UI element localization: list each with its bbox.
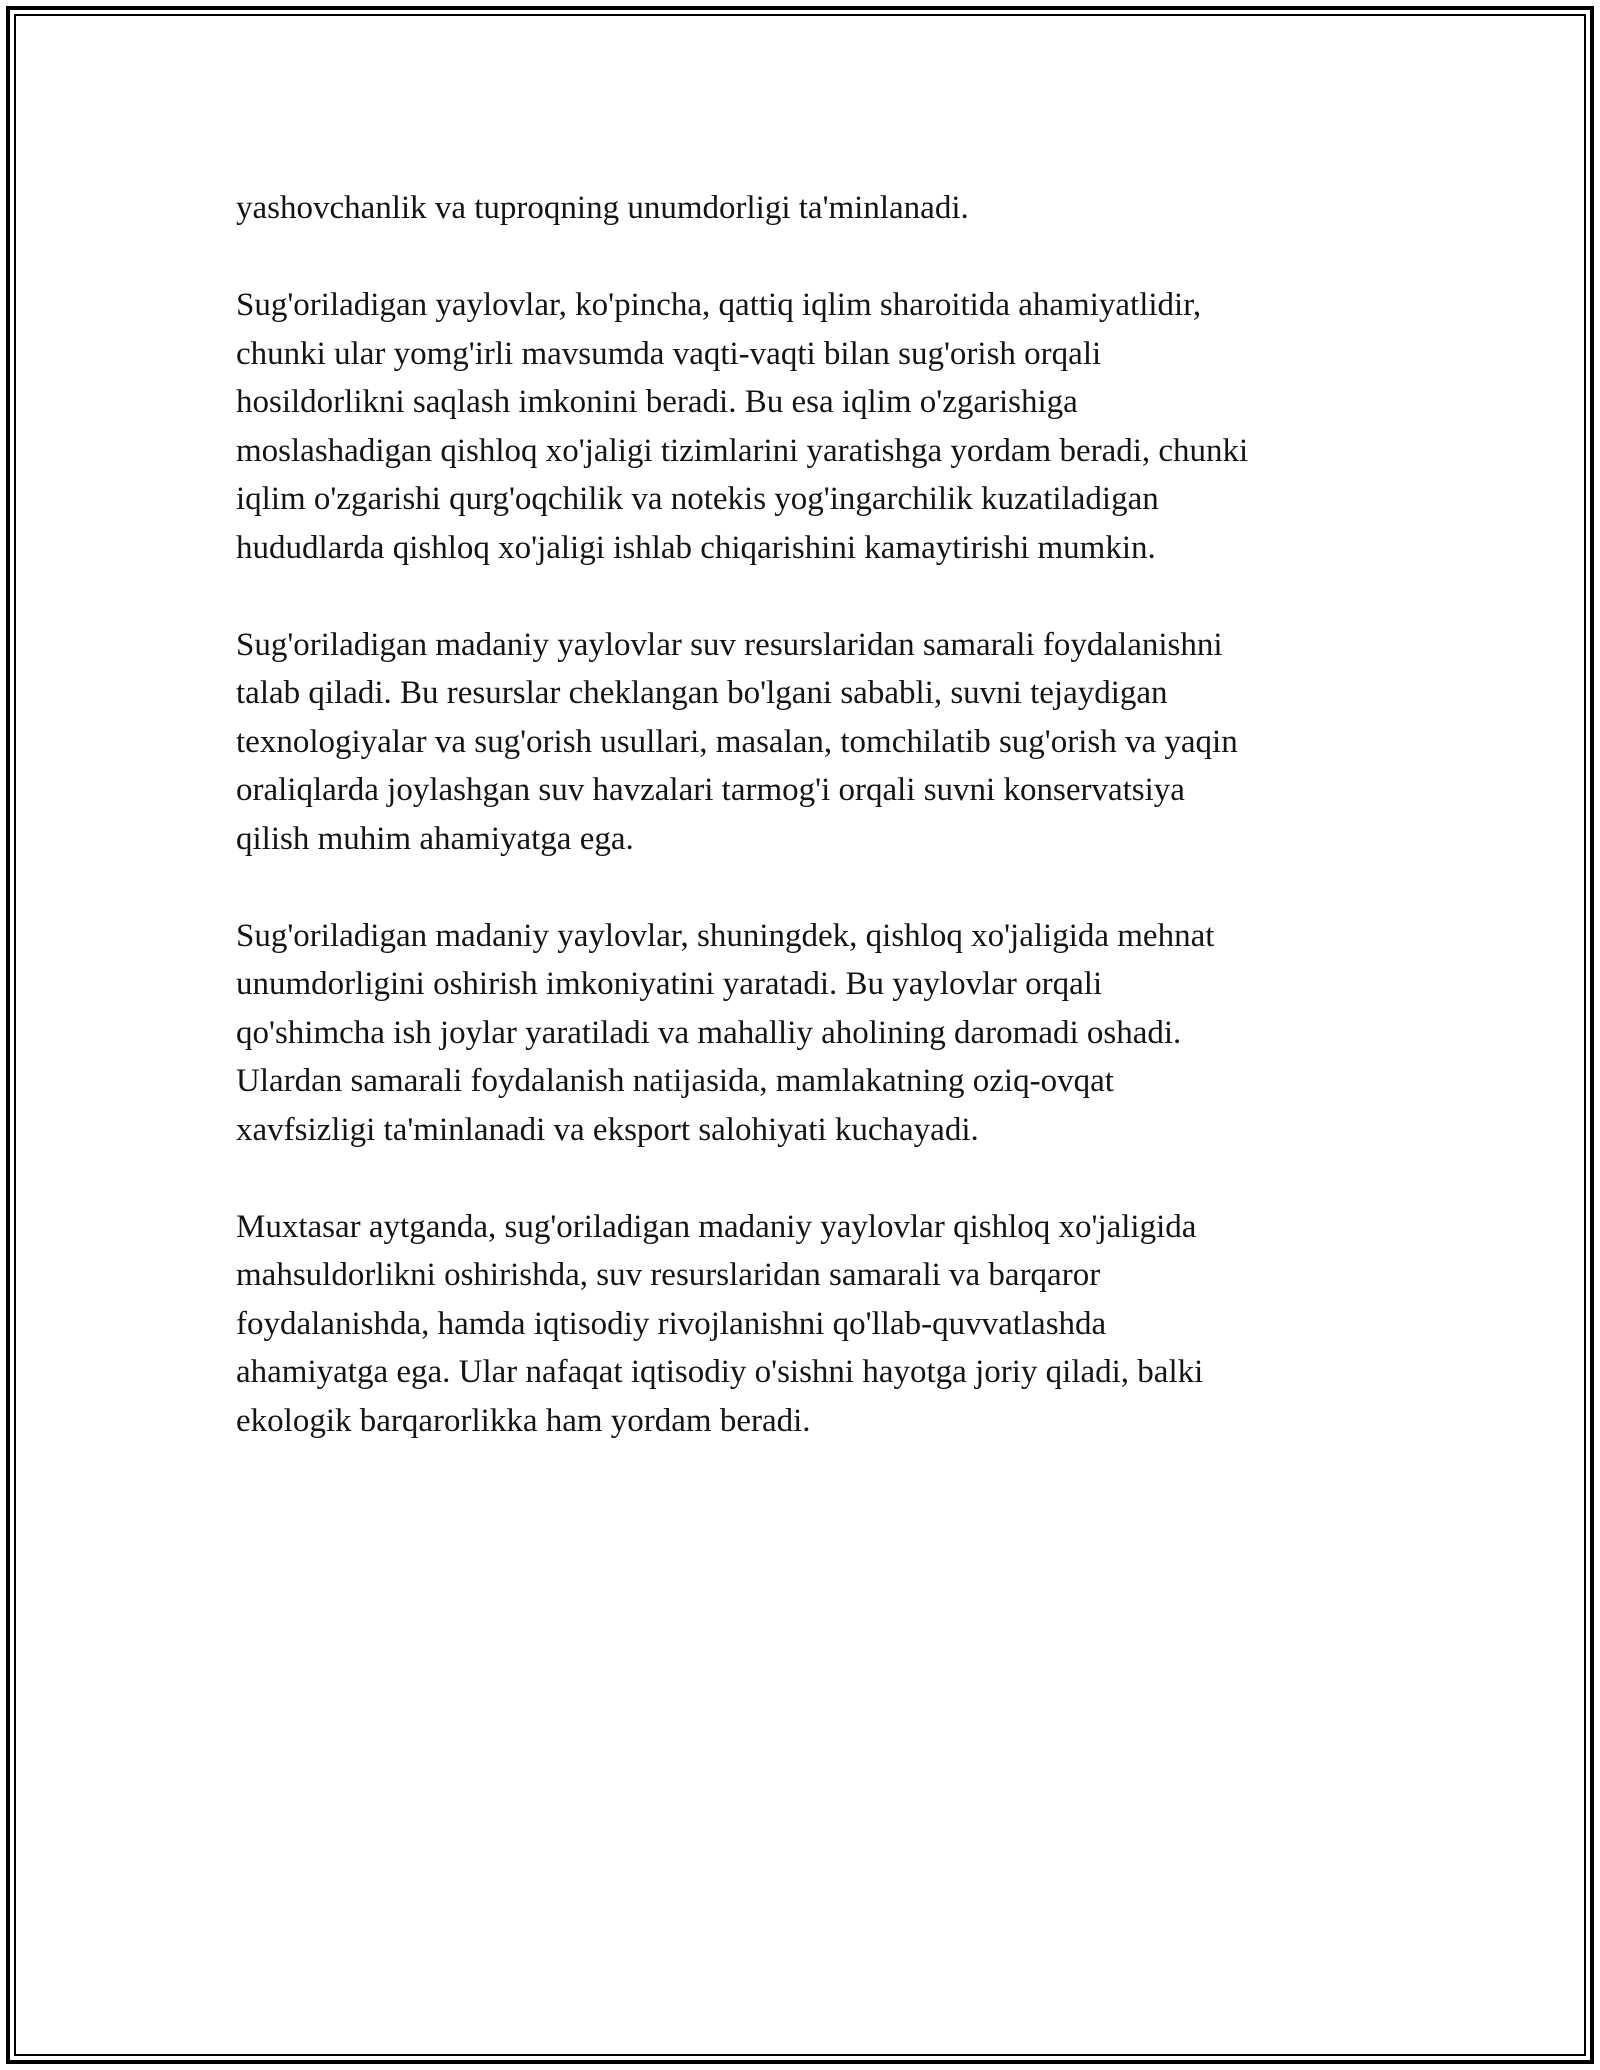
text-line: ekologik barqarorlikka ham yordam beradi. — [236, 1402, 811, 1439]
paragraph-4 — [236, 912, 1386, 1155]
text-line: Muxtasar aytganda, sug'oriladigan madaniy yaylovlar qishloq xo'jaligida — [236, 1208, 1197, 1245]
text-line: unumdorligini oshirish imkoniyatini yaratadi. Bu yaylovlar orqali — [236, 966, 1103, 1002]
text-line: oraliqlarda joylashgan suv havzalari tarmog'i orqali suvni konservatsiya — [236, 772, 1185, 808]
text-line: Sug'oriladigan madaniy yaylovlar, shuningdek, qishloq xo'jaligida mehnat — [236, 917, 1215, 954]
text-line: ahamiyatga ega. Ular nafaqat iqtisodiy o'sishni hayotga joriy qiladi, balki — [236, 1354, 1204, 1390]
paragraph-1 — [236, 184, 1386, 233]
text-line: texnologiyalar va sug'orish usullari, masalan, tomchilatib sug'orish va yaqin — [236, 723, 1238, 760]
text-line: foydalanishda, hamda iqtisodiy rivojlanishni qo'llab-quvvatlashda — [236, 1305, 1107, 1342]
text-line: yashovchanlik va tuproqning unumdorligi ta'minlanadi. — [236, 190, 969, 226]
text-line: Sug'oriladigan madaniy yaylovlar suv resurslaridan samarali foydalanishni — [236, 626, 1223, 663]
text-line: hosildorlikni saqlash imkonini beradi. Bu esa iqlim o'zgarishiga — [236, 384, 1078, 420]
text-line: iqlim o'zgarishi qurg'oqchilik va notekis yog'ingarchilik kuzatiladigan — [236, 481, 1159, 517]
text-line: Ulardan samarali foydalanish natijasida, mamlakatning oziq-ovqat — [236, 1063, 1114, 1099]
text-line: moslashadigan qishloq xo'jaligi tizimlarini yaratishga yordam beradi, chunki — [236, 432, 1249, 469]
text-line: chunki ular yomg'irli mavsumda vaqti-vaqti bilan sug'orish orqali — [236, 335, 1102, 372]
paragraph-3 — [236, 621, 1386, 864]
text-line: xavfsizligi ta'minlanadi va eksport salohiyati kuchayadi. — [236, 1111, 979, 1148]
text-line: hududlarda qishloq xo'jaligi ishlab chiqarishini kamaytirishi mumkin. — [236, 529, 1156, 566]
paragraph-5 — [236, 1203, 1386, 1446]
text-line: Sug'oriladigan yaylovlar, ko'pincha, qattiq iqlim sharoitida ahamiyatlidir, — [236, 287, 1202, 323]
text-line: qo'shimcha ish joylar yaratiladi va mahalliy aholining daromadi oshadi. — [236, 1014, 1182, 1051]
document-body — [236, 184, 1386, 1494]
text-line: mahsuldorlikni oshirishda, suv resurslaridan samarali va barqaror — [236, 1257, 1101, 1293]
text-line: talab qiladi. Bu resurslar cheklangan bo'lgani sababli, suvni tejaydigan — [236, 675, 1168, 711]
text-line: qilish muhim ahamiyatga ega. — [236, 820, 634, 857]
paragraph-2 — [236, 281, 1386, 572]
